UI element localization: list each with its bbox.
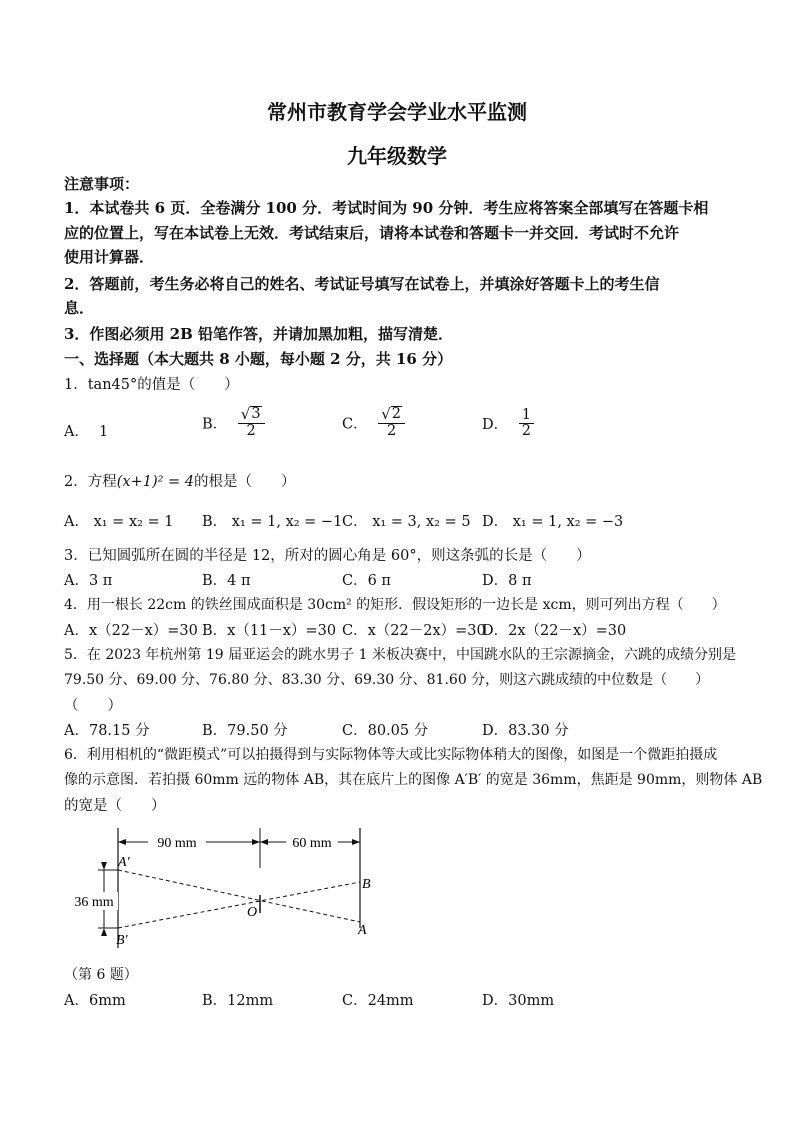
q3-option-d: D．8 π [482, 573, 532, 589]
label-a-prime: A′ [118, 855, 130, 870]
note-1-line-1: 1．本试卷共 6 页．全卷满分 100 分．考试时间为 90 分钟．考生应将答案全部填写在答题卡相 [64, 199, 709, 217]
q4-option-d: D．2x（22－x）=30 [482, 623, 627, 639]
q6-caption: （第 6 题） [64, 967, 138, 983]
q3-option-b: B．4 π [202, 573, 251, 589]
q5-option-a: A．78.15 分 [64, 723, 150, 739]
q6-option-b: B．12mm [202, 993, 274, 1009]
q6-option-a: A．6mm [64, 993, 126, 1009]
label-90: 90 mm [157, 836, 197, 851]
note-2-line-2: 息． [64, 299, 95, 317]
arrow-right-90 [252, 839, 260, 845]
q6-option-d: D．30mm [482, 993, 555, 1009]
arrow-36-top [101, 862, 107, 870]
q2-stem: 2．方程(x+1)² = 4的根是（ ） [64, 474, 296, 490]
arrow-left-60 [260, 839, 268, 845]
q1-option-c: C． √ 2 2 [342, 406, 405, 440]
q4-option-b: B．x（11－x）=30 [202, 623, 337, 639]
q3-stem: 3．已知圆弧所在圆的半径是 12，所对的圆心角是 60°，则这条弧的长是（ ） [64, 548, 591, 564]
q5-line-1: 5．在 2023 年杭州第 19 届亚运会的跳水男子 1 米板决赛中，中国跳水队的王宗源摘金，六跳的成绩分别是 [64, 647, 736, 663]
arrow-36-bottom [101, 928, 107, 936]
arrow-left-90 [118, 839, 126, 845]
q1-option-d: D． $\frac{1}{2}$ [482, 408, 534, 439]
notes-heading: 注意事项： [64, 175, 140, 193]
q1-c-fraction: √ 2 2 [378, 406, 405, 440]
section-1-heading: 一、选择题（本大题共 8 小题，每小题 2 分，共 16 分） [64, 350, 453, 368]
label-a: A [358, 923, 367, 938]
q3-option-c: C．6 π [342, 573, 391, 589]
label-o: O [247, 905, 258, 920]
arrow-right-60 [352, 839, 360, 845]
q5-option-d: D．83.30 分 [482, 723, 569, 739]
note-3: 3．作图必须用 2B 铅笔作答，并请加黑加粗，描写清楚． [64, 325, 453, 343]
q1-option-a: A． 1 [64, 424, 109, 440]
q4-option-c: C．x（22－2x）=30 [342, 623, 486, 639]
exam-subtitle: 九年级数学 [347, 144, 447, 168]
q2-option-b: B． x₁ = 1, x₂ = −1 [202, 514, 343, 530]
q6-figure [60, 818, 390, 958]
q3-option-a: A．3 π [64, 573, 113, 589]
q4-option-a: A．x（22－x）=30 [64, 623, 198, 639]
q2-option-a: A． x₁ = x₂ = 1 [64, 514, 174, 530]
label-60: 60 mm [292, 836, 332, 851]
q6-line-1: 6．利用相机的“微距模式”可以拍摄得到与实际物体等大或比实际物体稍大的图像，如图是一个微距拍摄成 [64, 747, 718, 763]
ray-b-prime [118, 882, 360, 928]
q6-option-c: C．24mm [342, 993, 414, 1009]
exam-title: 常州市教育学会学业水平监测 [267, 100, 527, 124]
q1-stem: 1．tan45°的值是（ ） [64, 377, 239, 393]
label-36: 36 mm [74, 895, 114, 910]
q5-option-c: C．80.05 分 [342, 723, 429, 739]
q5-option-b: B．79.50 分 [202, 723, 288, 739]
q1-d-fraction: $\frac{1}{2}$ [519, 408, 534, 439]
q4-stem: 4．用一根长 22cm 的铁丝围成面积是 30cm² 的矩形．假设矩形的一边长是 xcm，则可列出方程（ ） [64, 597, 726, 613]
note-1-line-2: 应的位置上，写在本试卷上无效．考试结束后，请将本试卷和答题卡一并交回．考试时不允许 [64, 224, 680, 242]
label-b: B [362, 877, 371, 892]
ray-a-prime [118, 870, 360, 922]
q2-option-c: C． x₁ = 3, x₂ = 5 [342, 514, 471, 530]
q5-line-3: （ ） [64, 698, 122, 714]
label-b-prime: B′ [116, 933, 128, 948]
q6-line-3: 的宽是（ ） [64, 798, 166, 814]
q2-option-d: D． x₁ = 1, x₂ = −3 [482, 514, 624, 530]
q1-b-fraction: √ 3 2 [238, 406, 265, 440]
q1-option-b: B． √ 3 2 [202, 406, 265, 440]
q5-line-2: 79.50 分、69.00 分、76.80 分、83.30 分、69.30 分、81.60 分，则这六跳成绩的中位数是（ ） [64, 672, 710, 688]
note-2-line-1: 2．答题前，考生务必将自己的姓名、考试证号填写在试卷上，并填涂好答题卡上的考生信 [64, 275, 660, 293]
q6-line-2: 像的示意图．若拍摄 60mm 远的物体 AB，其在底片上的图像 A′B′ 的宽是 36mm，焦距是 90mm，则物体 AB [64, 772, 763, 788]
note-1-line-3: 使用计算器． [64, 248, 155, 266]
